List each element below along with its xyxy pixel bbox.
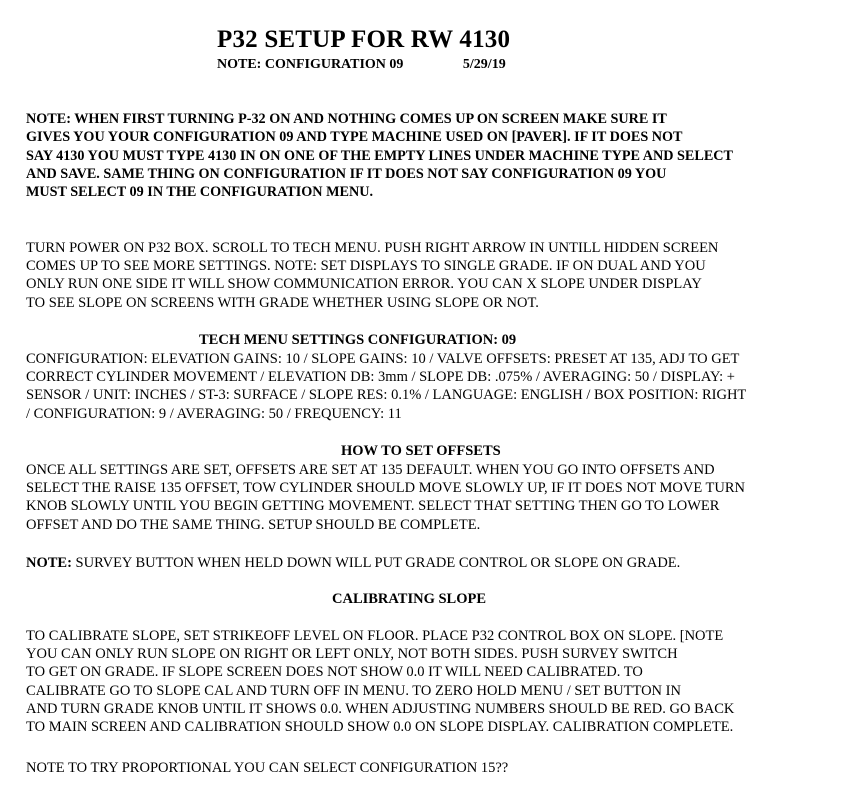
tech-menu-line: CONFIGURATION: ELEVATION GAINS: 10 / SLOPE GAINS: 10 / VALVE OFFSETS: PRESET AT 135, ADJ TO GET (26, 351, 740, 367)
offsets-line: KNOB SLOWLY UNTIL YOU BEGIN GETTING MOVEMENT. SELECT THAT SETTING THEN GO TO LOWER (26, 498, 720, 515)
calibrating-line: AND TURN GRADE KNOB UNTIL IT SHOWS 0.0. WHEN ADJUSTING NUMBERS SHOULD BE RED. GO BACK (26, 700, 735, 717)
configuration-note: NOTE: CONFIGURATION 09 (217, 57, 404, 72)
offsets-line: OFFSET AND DO THE SAME THING. SETUP SHOULD BE COMPLETE. (26, 516, 481, 533)
offsets-line: ONCE ALL SETTINGS ARE SET, OFFSETS ARE SET AT 135 DEFAULT. WHEN YOU GO INTO OFFSETS AND (26, 462, 715, 478)
power-on-line: ONLY RUN ONE SIDE IT WILL SHOW COMMUNICATION ERROR. YOU CAN X SLOPE UNDER DISPLAY (26, 276, 702, 293)
calibrating-line: CALIBRATE GO TO SLOPE CAL AND TURN OFF IN MENU. TO ZERO HOLD MENU / SET BUTTON IN (26, 682, 681, 699)
tech-menu-line: SENSOR / UNIT: INCHES / ST-3: SURFACE / SLOPE RES: 0.1% / LANGUAGE: ENGLISH / BOX POSITION: RIGHT (26, 387, 747, 404)
startup-note (26, 110, 733, 201)
tech-menu-line: CORRECT CYLINDER MOVEMENT / ELEVATION DB: 3mm / SLOPE DB: .075% / AVERAGING: 50 / DISPLAY: + (26, 369, 735, 386)
calibrating-line: TO CALIBRATE SLOPE, SET STRIKEOFF LEVEL ON FLOOR. PLACE P32 CONTROL BOX ON SLOPE. [NOTE (26, 628, 724, 644)
calibrating-line: TO MAIN SCREEN AND CALIBRATION SHOULD SHOW 0.0 ON SLOPE DISPLAY. CALIBRATION COMPLETE. (26, 719, 734, 736)
calibrating-line: TO GET ON GRADE. IF SLOPE SCREEN DOES NOT SHOW 0.0 IT WILL NEED CALIBRATED. TO (26, 664, 643, 681)
offsets-paragraph (26, 461, 745, 534)
tech-menu-heading: TECH MENU SETTINGS CONFIGURATION: 09 (199, 332, 517, 348)
startup-note-line: AND SAVE. SAME THING ON CONFIGURATION IF IT DOES NOT SAY CONFIGURATION 09 YOU (26, 165, 667, 182)
document-subtitle (217, 57, 506, 73)
tech-menu-line: / CONFIGURATION: 9 / AVERAGING: 50 / FREQUENCY: 11 (26, 405, 402, 422)
document-date: 5/29/19 (462, 57, 506, 72)
startup-note-line: SAY 4130 YOU MUST TYPE 4130 IN ON ONE OF THE EMPTY LINES UNDER MACHINE TYPE AND SELECT (26, 147, 733, 164)
power-on-line: TURN POWER ON P32 BOX. SCROLL TO TECH MENU. PUSH RIGHT ARROW IN UNTILL HIDDEN SCREEN (26, 240, 719, 256)
calibrating-heading: CALIBRATING SLOPE (332, 591, 487, 607)
power-on-line: COMES UP TO SEE MORE SETTINGS. NOTE: SET DISPLAYS TO SINGLE GRADE. IF ON DUAL AND YOU (26, 258, 706, 275)
tech-menu-settings (26, 350, 746, 423)
startup-note-line: GIVES YOU YOUR CONFIGURATION 09 AND TYPE MACHINE USED ON [PAVER]. IF IT DOES NOT (26, 129, 683, 146)
proportional-note: NOTE TO TRY PROPORTIONAL YOU CAN SELECT CONFIGURATION 15?? (26, 760, 509, 776)
power-on-line: TO SEE SLOPE ON SCREENS WITH GRADE WHETHER USING SLOPE OR NOT. (26, 294, 539, 311)
calibrating-paragraph (26, 627, 734, 736)
document-title: P32 SETUP FOR RW 4130 (217, 26, 511, 53)
offsets-heading: HOW TO SET OFFSETS (341, 443, 501, 459)
offsets-line: SELECT THE RAISE 135 OFFSET, TOW CYLINDER SHOULD MOVE SLOWLY UP, IF IT DOES NOT MOVE TURN (26, 480, 746, 497)
survey-note-label: NOTE: (26, 555, 72, 571)
calibrating-line: YOU CAN ONLY RUN SLOPE ON RIGHT OR LEFT ONLY, NOT BOTH SIDES. PUSH SURVEY SWITCH (26, 646, 678, 663)
survey-note-text: SURVEY BUTTON WHEN HELD DOWN WILL PUT GRADE CONTROL OR SLOPE ON GRADE. (71, 555, 681, 571)
power-on-paragraph (26, 239, 718, 312)
startup-note-line: MUST SELECT 09 IN THE CONFIGURATION MENU. (26, 184, 373, 201)
survey-note (26, 554, 680, 572)
startup-note-line: NOTE: WHEN FIRST TURNING P-32 ON AND NOTHING COMES UP ON SCREEN MAKE SURE IT (26, 111, 667, 127)
